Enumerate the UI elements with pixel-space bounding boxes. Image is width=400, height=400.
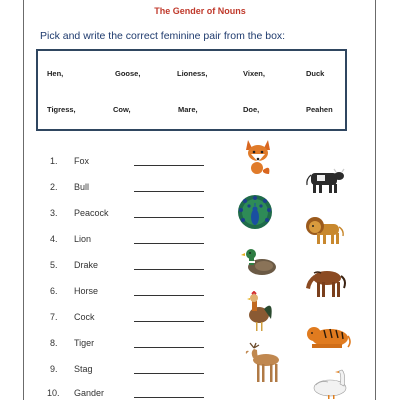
word-box-item: Goose,	[115, 69, 141, 78]
question-word: Peacock	[74, 208, 109, 218]
bull-icon	[303, 167, 345, 195]
answer-line[interactable]	[134, 373, 204, 374]
cock-icon	[244, 291, 274, 333]
answer-line[interactable]	[134, 165, 204, 166]
word-box	[36, 49, 347, 131]
gander-icon	[306, 368, 352, 400]
word-box-item: Lioness,	[177, 69, 208, 78]
question-number: 9.	[50, 364, 58, 374]
tiger-icon	[304, 320, 352, 352]
word-box-item: Mare,	[178, 105, 198, 114]
question-word: Bull	[74, 182, 90, 192]
word-box-item: Vixen,	[243, 69, 265, 78]
question-number: 8.	[50, 338, 58, 348]
drake-icon	[240, 247, 278, 277]
word-box-item: Cow,	[113, 105, 131, 114]
word-box-item: Tigress,	[47, 105, 76, 114]
answer-line[interactable]	[134, 243, 204, 244]
question-word: Drake	[74, 260, 99, 270]
lion-icon	[303, 214, 345, 246]
question-number: 6.	[50, 286, 58, 296]
answer-line[interactable]	[134, 217, 204, 218]
answer-line[interactable]	[134, 321, 204, 322]
word-box-item: Duck	[306, 69, 325, 78]
question-number: 1.	[50, 156, 58, 166]
question-number: 3.	[50, 208, 58, 218]
question-number: 7.	[50, 312, 58, 322]
question-word: Gander	[74, 388, 105, 398]
answer-line[interactable]	[134, 347, 204, 348]
question-word: Tiger	[74, 338, 95, 348]
question-word: Cock	[74, 312, 95, 322]
word-box-item: Doe,	[243, 105, 260, 114]
question-number: 5.	[50, 260, 58, 270]
peacock-icon	[236, 192, 274, 230]
stag-icon	[240, 342, 288, 384]
answer-line[interactable]	[134, 269, 204, 270]
horse-icon	[301, 266, 347, 300]
word-box-item: Peahen	[306, 105, 333, 114]
page-title: The Gender of Nouns	[154, 6, 246, 16]
question-word: Lion	[74, 234, 92, 244]
fox-icon	[243, 138, 273, 176]
answer-line[interactable]	[134, 295, 204, 296]
question-number: 2.	[50, 182, 58, 192]
instruction-text: Pick and write the correct feminine pair from the box:	[40, 30, 286, 42]
question-number: 10.	[47, 388, 60, 398]
word-box-item: Hen,	[47, 69, 64, 78]
question-number: 4.	[50, 234, 58, 244]
question-word: Horse	[74, 286, 99, 296]
answer-line[interactable]	[134, 397, 204, 398]
question-word: Stag	[74, 364, 93, 374]
answer-line[interactable]	[134, 191, 204, 192]
question-word: Fox	[74, 156, 90, 166]
